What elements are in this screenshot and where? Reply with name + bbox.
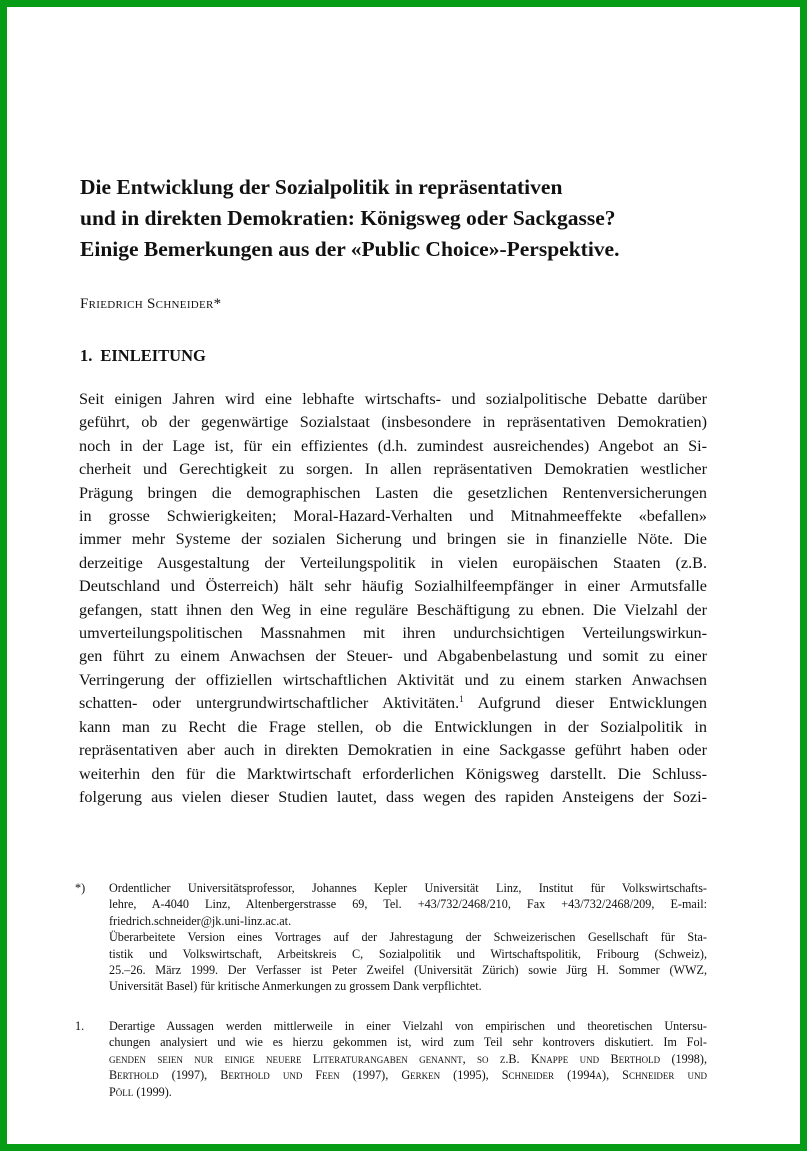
body-line: Deutschland und Österreich) hält sehr häufig Sozialhilfeempfänger in einer Armutsfalle xyxy=(79,577,707,596)
body-line xyxy=(79,692,707,715)
footnote-line: Überarbeitete Version eines Vortrages auf der Jahrestagung der Schweizerischen Gesellschaft für Sta- xyxy=(109,930,707,945)
footnote-1 xyxy=(75,1018,707,1108)
section-title: EINLEITUNG xyxy=(100,346,206,365)
footnote-ref: 1 xyxy=(459,694,464,705)
body-line: Seit einigen Jahren wird eine lebhafte wirtschafts- und sozialpolitische Debatte darüber xyxy=(79,390,707,408)
footnote-line: Universität Basel) für kritische Anmerkungen zu grossem Dank verpflichtet. xyxy=(109,979,482,994)
author-name: Friedrich Schneider* xyxy=(80,296,222,312)
title-line: Einige Bemerkungen aus der «Public Choice»-Perspektive. xyxy=(80,237,620,261)
body-line: gen führt zu einem Anwachsen der Steuer- und Abgabenbelastung und somit zu einer xyxy=(79,647,707,666)
title-line: und in direkten Demokratien: Königsweg oder Sackgasse? xyxy=(80,206,616,230)
footnote-mark: *) xyxy=(75,881,86,895)
body-line: immer mehr Systeme der sozialen Sicherung und bringen sie in finanzielle Nöte. Die xyxy=(79,530,707,549)
footnote-line: Derartige Aussagen werden mittlerweile in einer Vielzahl von empirischen und theoretischen Untersu- xyxy=(109,1019,707,1033)
body-line-text: schatten- oder untergrundwirtschaftlicher Aktivitäten. xyxy=(79,694,460,713)
body-line: weiterhin den für die Marktwirtschaft erforderlichen Königsweg darstellt. Die Schluss- xyxy=(79,764,707,783)
footnote-line: 25.–26. März 1999. Der Verfasser ist Peter Zweifel (Universität Zürich) sowie Jürg H. Sommer (WWZ, xyxy=(109,963,707,978)
body-line: in grosse Schwierigkeiten; Moral-Hazard-Verhalten und Mitnahmeeffekte «befallen» xyxy=(79,507,707,526)
body-line: Verringerung der offiziellen wirtschaftlichen Aktivität und zu einem starken Anwachsen xyxy=(79,670,707,689)
body-line: Prägung bringen die demographischen Lasten die gesetzlichen Rentenversicherungen xyxy=(79,483,707,502)
footnote-line: genden seien nur einige neuere Literaturangaben genannt, so z.B. Knappe und Berthold (1998), xyxy=(109,1051,707,1066)
footnote-line: Pöll (1999). xyxy=(109,1084,172,1099)
section-number: 1. xyxy=(80,346,93,365)
body-line: repräsentativen aber auch in direkten Demokratien in eine Sackgasse geführt haben oder xyxy=(79,741,707,760)
body-line: noch in der Lage ist, für ein effizientes (d.h. zumindest ausreichendes) Angebot an Si- xyxy=(79,436,707,455)
body-paragraph xyxy=(79,388,707,809)
body-line: folgerung aus vielen dieser Studien lautet, dass wegen des rapiden Ansteigens der Sozi- xyxy=(79,787,707,806)
footnote-line: Ordentlicher Universitätsprofessor, Johannes Kepler Universität Linz, Institut für Volkswirtschafts- xyxy=(109,881,707,895)
footnote-line: tistik und Volkswirtschaft, Arbeitskreis C, Sozialpolitik und Wirtschaftspolitik, Fribourg (Schweiz), xyxy=(109,946,707,961)
paper-title xyxy=(80,172,740,265)
footnote-line: chungen analysiert und wie es hierzu gekommen ist, wird zum Teil sehr kontrovers diskutiert. Im Fol- xyxy=(109,1035,707,1050)
footnote-line: friedrich.schneider@jk.uni-linz.ac.at. xyxy=(109,913,292,928)
body-line: umverteilungspolitischen Massnahmen mit ihren undurchsichtigen Verteilungswirkun- xyxy=(79,624,707,643)
footnote-text xyxy=(109,880,707,995)
body-line-text: Aufgrund dieser Entwicklungen xyxy=(463,694,707,713)
title-line: Die Entwicklung der Sozialpolitik in repräsentativen xyxy=(80,175,563,199)
body-line: gefangen, statt ihnen den Weg in eine reguläre Beschäftigung zu ebnen. Die Vielzahl der xyxy=(79,600,707,619)
body-line: geführt, ob der gegenwärtige Sozialstaat (insbesondere in repräsentativen Demokratien) xyxy=(79,413,707,432)
footnote-author xyxy=(75,880,707,1000)
section-heading xyxy=(80,346,206,366)
footnote-line: Berthold (1997), Berthold und Feen (1997), Gerken (1995), Schneider (1994a), Schneider und xyxy=(109,1068,707,1083)
footnote-text xyxy=(109,1018,707,1100)
body-line: cherheit und Gerechtigkeit zu sorgen. In allen repräsentativen Demokratien westlicher xyxy=(79,460,707,479)
body-line: kann man zu Recht die Frage stellen, ob die Entwicklungen in der Sozialpolitik in xyxy=(79,717,707,736)
body-line: derzeitige Ausgestaltung der Verteilungspolitik in vielen europäischen Staaten (z.B. xyxy=(79,553,707,572)
footnote-line: lehre, A-4040 Linz, Altenbergerstrasse 69, Tel. +43/732/2468/210, Fax +43/732/2468/209, E-mail: xyxy=(109,897,707,912)
footnote-mark: 1. xyxy=(75,1019,85,1033)
